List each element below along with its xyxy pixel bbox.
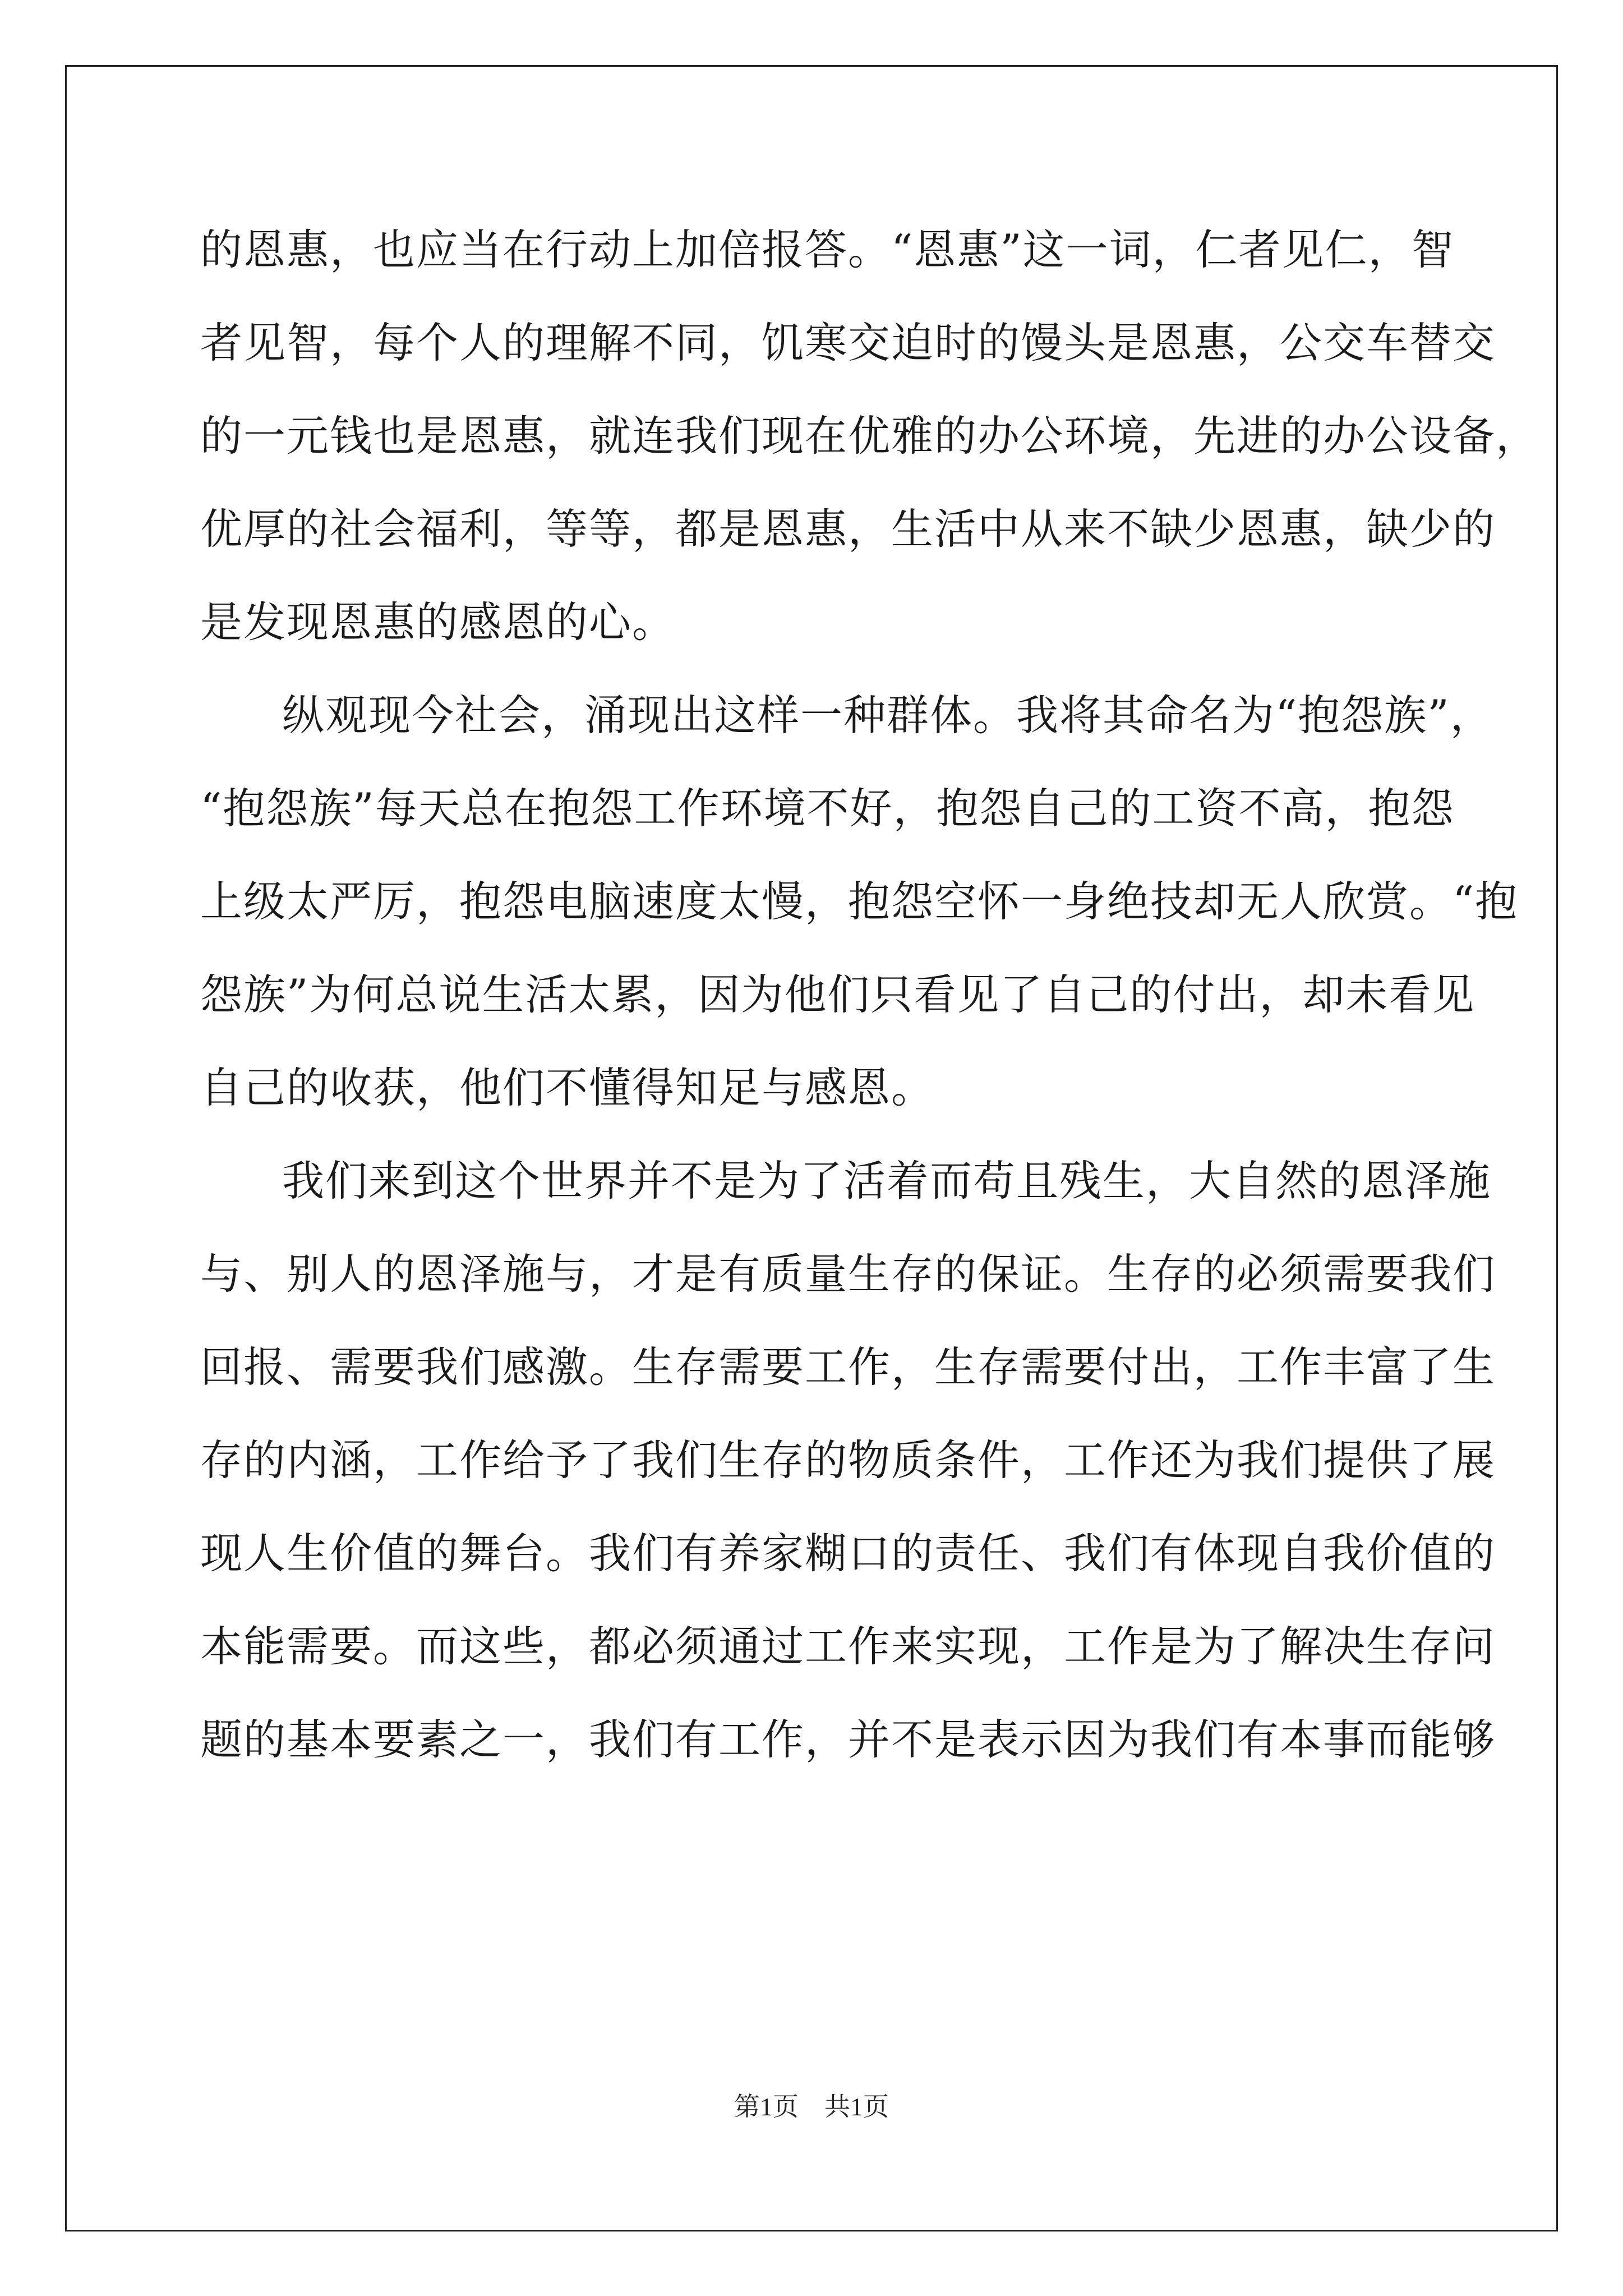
document-body	[200, 203, 1539, 1786]
text-line: 者见智，每个人的理解不同，饥寒交迫时的馒头是恩惠，公交车替交	[200, 318, 1496, 367]
text-line: 题的基本要素之一，我们有工作，并不是表示因为我们有本事而能够	[200, 1715, 1496, 1764]
text-line: 怨族”为何总说生活太累，因为他们只看见了自己的付出，却未看见	[200, 970, 1476, 1019]
text-line: “抱怨族”每天总在抱怨工作环境不好，抱怨自己的工资不高，抱怨	[200, 784, 1455, 833]
text-line: 优厚的社会福利，等等，都是恩惠，生活中从来不缺少恩惠，缺少的	[200, 504, 1496, 554]
paragraph-first-line: 纵观现今社会，涌现出这样一种群体。我将其命名为“抱怨族”，	[282, 691, 1493, 740]
page-number-footer: 第1页 共1页	[734, 2092, 889, 2121]
text-line: 本能需要。而这些，都必须通过工作来实现，工作是为了解决生存问	[200, 1622, 1496, 1671]
text-line: 的恩惠，也应当在行动上加倍报答。“恩惠”这一词，仁者见仁，智	[200, 225, 1455, 274]
text-line: 与、别人的恩泽施与，才是有质量生存的保证。生存的必须需要我们	[200, 1249, 1496, 1299]
text-line: 回报、需要我们感激。生存需要工作，生存需要付出，工作丰富了生	[200, 1342, 1496, 1392]
text-line: 的一元钱也是恩惠，就连我们现在优雅的办公环境，先进的办公设备，	[200, 411, 1539, 461]
text-line: 现人生价值的舞台。我们有养家糊口的责任、我们有体现自我价值的	[200, 1529, 1496, 1578]
text-line: 自己的收获，他们不懂得知足与感恩。	[200, 1063, 935, 1112]
text-line: 是发现恩惠的感恩的心。	[200, 597, 676, 647]
text-line: 上级太严厉，抱怨电脑速度太慢，抱怨空怀一身绝技却无人欣赏。“抱	[200, 877, 1519, 926]
text-line: 存的内涵，工作给予了我们生存的物质条件，工作还为我们提供了展	[200, 1435, 1496, 1485]
paragraph-first-line: 我们来到这个世界并不是为了活着而苟且残生，大自然的恩泽施	[282, 1156, 1492, 1205]
